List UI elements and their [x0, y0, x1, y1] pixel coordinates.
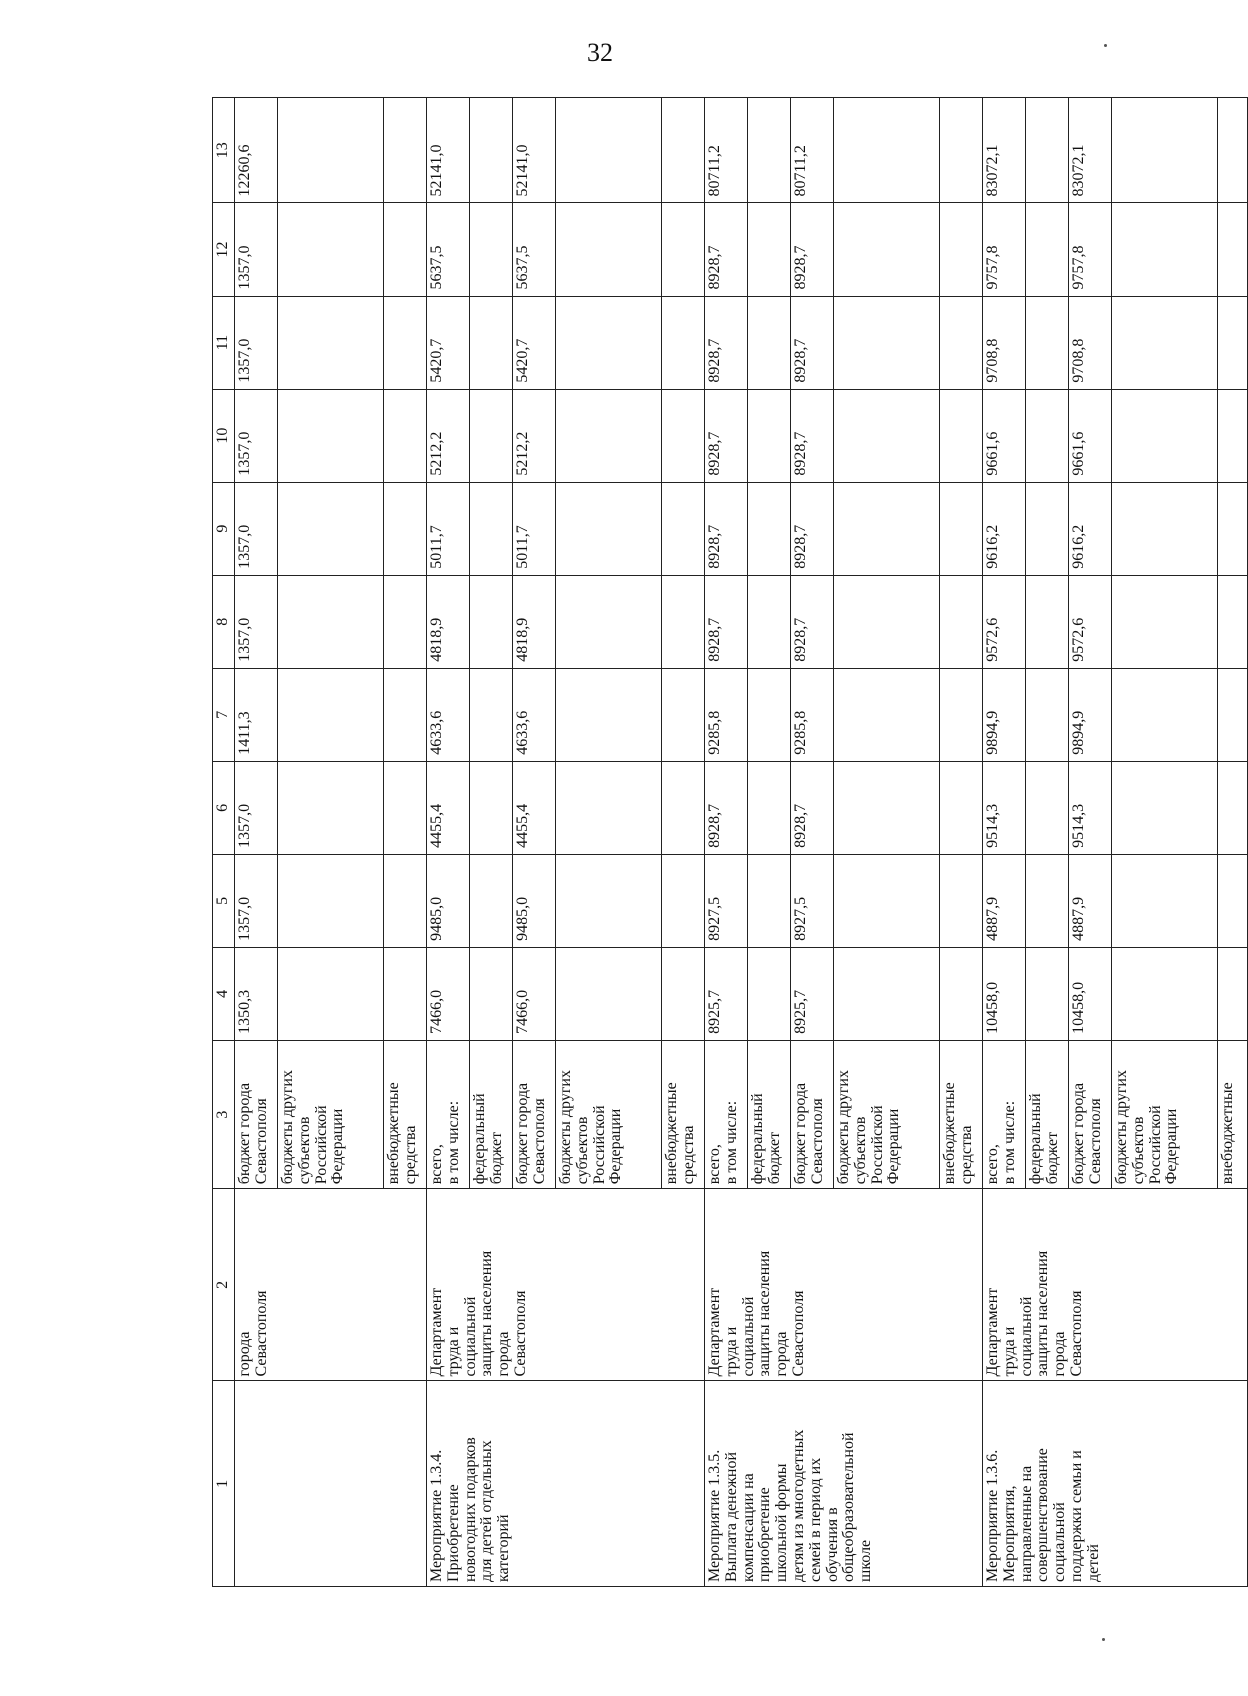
scan-speck — [1104, 44, 1107, 47]
page-number: 32 — [587, 38, 613, 67]
column-number-header: 3 — [213, 1040, 235, 1188]
table-row — [235, 98, 278, 1587]
value-cell — [940, 389, 983, 482]
value-cell — [748, 947, 791, 1040]
value-cell — [278, 389, 384, 482]
value-cell: 5212,2 — [427, 389, 470, 482]
value-cell — [1112, 854, 1218, 947]
value-cell: 4818,9 — [513, 575, 556, 668]
value-cell — [1026, 761, 1069, 854]
value-cell — [940, 575, 983, 668]
funding-source-cell: бюджеты других субъектов Российской Федерации — [556, 1040, 662, 1188]
value-cell — [556, 947, 662, 1040]
value-cell — [1218, 203, 1248, 296]
value-cell: 9485,0 — [427, 854, 470, 947]
value-cell — [662, 854, 705, 947]
funding-source-cell: внебюджетные — [1218, 1040, 1248, 1188]
value-cell: 1411,3 — [235, 668, 278, 761]
value-cell: 1357,0 — [235, 203, 278, 296]
value-cell — [278, 203, 384, 296]
value-cell: 1357,0 — [235, 854, 278, 947]
column-number-header: 6 — [213, 761, 235, 854]
value-cell: 9708,8 — [1069, 296, 1112, 389]
event-cell — [235, 1381, 427, 1587]
value-cell: 8928,7 — [705, 761, 748, 854]
value-cell: 4633,6 — [513, 668, 556, 761]
value-cell — [1218, 947, 1248, 1040]
value-cell — [940, 668, 983, 761]
funding-source-cell: бюджет города Севастополя — [791, 1040, 834, 1188]
value-cell — [748, 296, 791, 389]
value-cell — [556, 98, 662, 204]
value-cell — [834, 854, 940, 947]
value-cell: 4633,6 — [427, 668, 470, 761]
value-cell: 5011,7 — [427, 482, 470, 575]
value-cell: 5212,2 — [513, 389, 556, 482]
value-cell — [748, 203, 791, 296]
funding-source-cell: федеральный бюджет — [1026, 1040, 1069, 1188]
value-cell: 9894,9 — [983, 668, 1026, 761]
value-cell — [834, 203, 940, 296]
value-cell — [1112, 296, 1218, 389]
value-cell — [1026, 668, 1069, 761]
value-cell — [834, 947, 940, 1040]
value-cell — [384, 203, 427, 296]
value-cell — [1218, 668, 1248, 761]
value-cell: 7466,0 — [427, 947, 470, 1040]
funding-source-cell: бюджет города Севастополя — [235, 1040, 278, 1188]
value-cell — [1218, 98, 1248, 204]
value-cell — [384, 854, 427, 947]
value-cell — [384, 98, 427, 204]
value-cell — [384, 482, 427, 575]
value-cell — [1026, 482, 1069, 575]
value-cell: 83072,1 — [1069, 98, 1112, 204]
value-cell — [834, 296, 940, 389]
value-cell — [748, 98, 791, 204]
value-cell — [556, 203, 662, 296]
value-cell — [1026, 947, 1069, 1040]
value-cell: 1357,0 — [235, 389, 278, 482]
value-cell: 4887,9 — [1069, 854, 1112, 947]
value-cell: 5420,7 — [513, 296, 556, 389]
table-row — [427, 98, 470, 1587]
column-number-header: 9 — [213, 482, 235, 575]
value-cell — [940, 203, 983, 296]
scan-speck — [1102, 1638, 1105, 1641]
value-cell — [748, 854, 791, 947]
value-cell: 5011,7 — [513, 482, 556, 575]
table-row — [983, 98, 1026, 1587]
value-cell: 5637,5 — [513, 203, 556, 296]
value-cell: 83072,1 — [983, 98, 1026, 204]
value-cell: 8928,7 — [705, 203, 748, 296]
value-cell — [556, 761, 662, 854]
value-cell: 52141,0 — [427, 98, 470, 204]
value-cell: 8928,7 — [705, 389, 748, 482]
value-cell — [662, 296, 705, 389]
value-cell: 4818,9 — [427, 575, 470, 668]
value-cell — [470, 761, 513, 854]
value-cell: 1357,0 — [235, 482, 278, 575]
event-cell: Мероприятие 1.3.4. Приобретение новогодних подарков для детей отдельных категорий — [427, 1381, 705, 1587]
value-cell — [470, 203, 513, 296]
value-cell — [1112, 482, 1218, 575]
value-cell: 9285,8 — [705, 668, 748, 761]
column-number-header: 13 — [213, 98, 235, 204]
value-cell — [1026, 98, 1069, 204]
value-cell — [470, 575, 513, 668]
value-cell: 10458,0 — [1069, 947, 1112, 1040]
value-cell: 9514,3 — [983, 761, 1026, 854]
value-cell — [278, 482, 384, 575]
value-cell: 9757,8 — [1069, 203, 1112, 296]
value-cell — [278, 296, 384, 389]
value-cell: 8928,7 — [705, 575, 748, 668]
column-number-header: 1 — [213, 1381, 235, 1587]
value-cell: 9572,6 — [983, 575, 1026, 668]
value-cell — [1026, 296, 1069, 389]
value-cell — [384, 761, 427, 854]
value-cell — [1218, 389, 1248, 482]
column-number-header: 11 — [213, 296, 235, 389]
value-cell — [662, 389, 705, 482]
value-cell — [470, 389, 513, 482]
value-cell: 12260,6 — [235, 98, 278, 204]
value-cell: 9757,8 — [983, 203, 1026, 296]
value-cell: 9285,8 — [791, 668, 834, 761]
value-cell — [748, 482, 791, 575]
value-cell — [1218, 482, 1248, 575]
value-cell: 9708,8 — [983, 296, 1026, 389]
value-cell — [384, 296, 427, 389]
value-cell — [278, 761, 384, 854]
value-cell — [278, 668, 384, 761]
value-cell — [940, 98, 983, 204]
value-cell: 10458,0 — [983, 947, 1026, 1040]
value-cell — [470, 98, 513, 204]
value-cell: 4455,4 — [427, 761, 470, 854]
funding-source-cell: всего, в том числе: — [705, 1040, 748, 1188]
value-cell — [384, 947, 427, 1040]
table-row — [705, 98, 748, 1587]
value-cell — [662, 482, 705, 575]
value-cell: 8928,7 — [791, 575, 834, 668]
value-cell — [1112, 203, 1218, 296]
value-cell: 8927,5 — [705, 854, 748, 947]
value-cell — [940, 296, 983, 389]
value-cell: 8928,7 — [791, 389, 834, 482]
value-cell — [834, 575, 940, 668]
value-cell — [662, 203, 705, 296]
column-number-header: 12 — [213, 203, 235, 296]
value-cell: 8928,7 — [705, 296, 748, 389]
value-cell — [1112, 389, 1218, 482]
value-cell — [748, 389, 791, 482]
value-cell — [1218, 761, 1248, 854]
value-cell: 7466,0 — [513, 947, 556, 1040]
value-cell — [556, 668, 662, 761]
value-cell — [556, 389, 662, 482]
executor-cell: города Севастополя — [235, 1189, 427, 1381]
value-cell: 1350,3 — [235, 947, 278, 1040]
financing-table — [212, 97, 1248, 1587]
value-cell — [1026, 389, 1069, 482]
value-cell: 5420,7 — [427, 296, 470, 389]
value-cell: 8928,7 — [791, 296, 834, 389]
value-cell — [1218, 575, 1248, 668]
value-cell: 9572,6 — [1069, 575, 1112, 668]
value-cell: 8928,7 — [791, 482, 834, 575]
value-cell — [1218, 854, 1248, 947]
value-cell: 9661,6 — [1069, 389, 1112, 482]
value-cell — [556, 575, 662, 668]
value-cell — [1112, 668, 1218, 761]
value-cell — [748, 761, 791, 854]
column-number-header: 2 — [213, 1189, 235, 1381]
value-cell — [278, 98, 384, 204]
value-cell — [278, 854, 384, 947]
value-cell — [1112, 98, 1218, 204]
value-cell: 9661,6 — [983, 389, 1026, 482]
value-cell: 9616,2 — [983, 482, 1026, 575]
value-cell — [662, 947, 705, 1040]
value-cell: 8928,7 — [705, 482, 748, 575]
value-cell: 9485,0 — [513, 854, 556, 947]
value-cell — [556, 854, 662, 947]
value-cell — [834, 98, 940, 204]
value-cell: 4455,4 — [513, 761, 556, 854]
value-cell — [662, 668, 705, 761]
value-cell — [278, 575, 384, 668]
column-number-header: 5 — [213, 854, 235, 947]
funding-source-cell: внебюджетные средства — [940, 1040, 983, 1188]
column-number-header: 10 — [213, 389, 235, 482]
funding-source-cell: внебюджетные средства — [384, 1040, 427, 1188]
funding-source-cell: бюджет города Севастополя — [1069, 1040, 1112, 1188]
value-cell: 8925,7 — [705, 947, 748, 1040]
funding-source-cell: бюджеты других субъектов Российской Федерации — [1112, 1040, 1218, 1188]
value-cell: 80711,2 — [791, 98, 834, 204]
funding-source-cell: бюджеты других субъектов Российской Федерации — [834, 1040, 940, 1188]
value-cell — [470, 296, 513, 389]
event-cell: Мероприятие 1.3.5. Выплата денежной компенсации на приобретение школьной формы детям из многодетных семей в период их обучения в общеобразовательной школе — [705, 1381, 983, 1587]
value-cell: 8928,7 — [791, 203, 834, 296]
value-cell — [834, 668, 940, 761]
value-cell — [748, 668, 791, 761]
value-cell — [834, 389, 940, 482]
funding-source-cell: бюджет города Севастополя — [513, 1040, 556, 1188]
header-row — [213, 98, 235, 1587]
value-cell — [556, 296, 662, 389]
value-cell — [1112, 761, 1218, 854]
value-cell: 4887,9 — [983, 854, 1026, 947]
funding-source-cell: всего, в том числе: — [983, 1040, 1026, 1188]
value-cell — [384, 389, 427, 482]
value-cell — [470, 482, 513, 575]
funding-source-cell: федеральный бюджет — [470, 1040, 513, 1188]
value-cell — [940, 854, 983, 947]
value-cell — [834, 482, 940, 575]
value-cell — [1112, 947, 1218, 1040]
funding-source-cell: внебюджетные средства — [662, 1040, 705, 1188]
value-cell — [384, 575, 427, 668]
value-cell: 1357,0 — [235, 296, 278, 389]
event-cell: Мероприятие 1.3.6. Мероприятия, направленные на совершенствование социальной поддержки семьи и детей — [983, 1381, 1248, 1587]
value-cell: 52141,0 — [513, 98, 556, 204]
value-cell — [470, 854, 513, 947]
value-cell — [1218, 296, 1248, 389]
value-cell — [384, 668, 427, 761]
value-cell — [940, 761, 983, 854]
rotated-table-container — [212, 97, 1236, 1587]
value-cell — [1026, 854, 1069, 947]
value-cell — [940, 947, 983, 1040]
value-cell: 9514,3 — [1069, 761, 1112, 854]
value-cell — [748, 575, 791, 668]
value-cell: 9616,2 — [1069, 482, 1112, 575]
value-cell — [1112, 575, 1218, 668]
value-cell — [834, 761, 940, 854]
value-cell — [1026, 575, 1069, 668]
value-cell: 80711,2 — [705, 98, 748, 204]
value-cell — [662, 575, 705, 668]
value-cell: 8928,7 — [791, 761, 834, 854]
value-cell — [470, 668, 513, 761]
column-number-header: 4 — [213, 947, 235, 1040]
value-cell — [556, 482, 662, 575]
executor-cell: Департамент труда и социальной защиты населения города Севастополя — [983, 1189, 1248, 1381]
value-cell: 5637,5 — [427, 203, 470, 296]
value-cell: 8927,5 — [791, 854, 834, 947]
value-cell — [940, 482, 983, 575]
value-cell — [662, 761, 705, 854]
value-cell: 1357,0 — [235, 575, 278, 668]
funding-source-cell: бюджеты других субъектов Российской Федерации — [278, 1040, 384, 1188]
value-cell: 8925,7 — [791, 947, 834, 1040]
value-cell: 9894,9 — [1069, 668, 1112, 761]
column-number-header: 7 — [213, 668, 235, 761]
value-cell — [1026, 203, 1069, 296]
executor-cell: Департамент труда и социальной защиты населения города Севастополя — [427, 1189, 705, 1381]
funding-source-cell: всего, в том числе: — [427, 1040, 470, 1188]
value-cell — [662, 98, 705, 204]
funding-source-cell: федеральный бюджет — [748, 1040, 791, 1188]
value-cell — [278, 947, 384, 1040]
value-cell: 1357,0 — [235, 761, 278, 854]
executor-cell: Департамент труда и социальной защиты населения города Севастополя — [705, 1189, 983, 1381]
value-cell — [470, 947, 513, 1040]
column-number-header: 8 — [213, 575, 235, 668]
